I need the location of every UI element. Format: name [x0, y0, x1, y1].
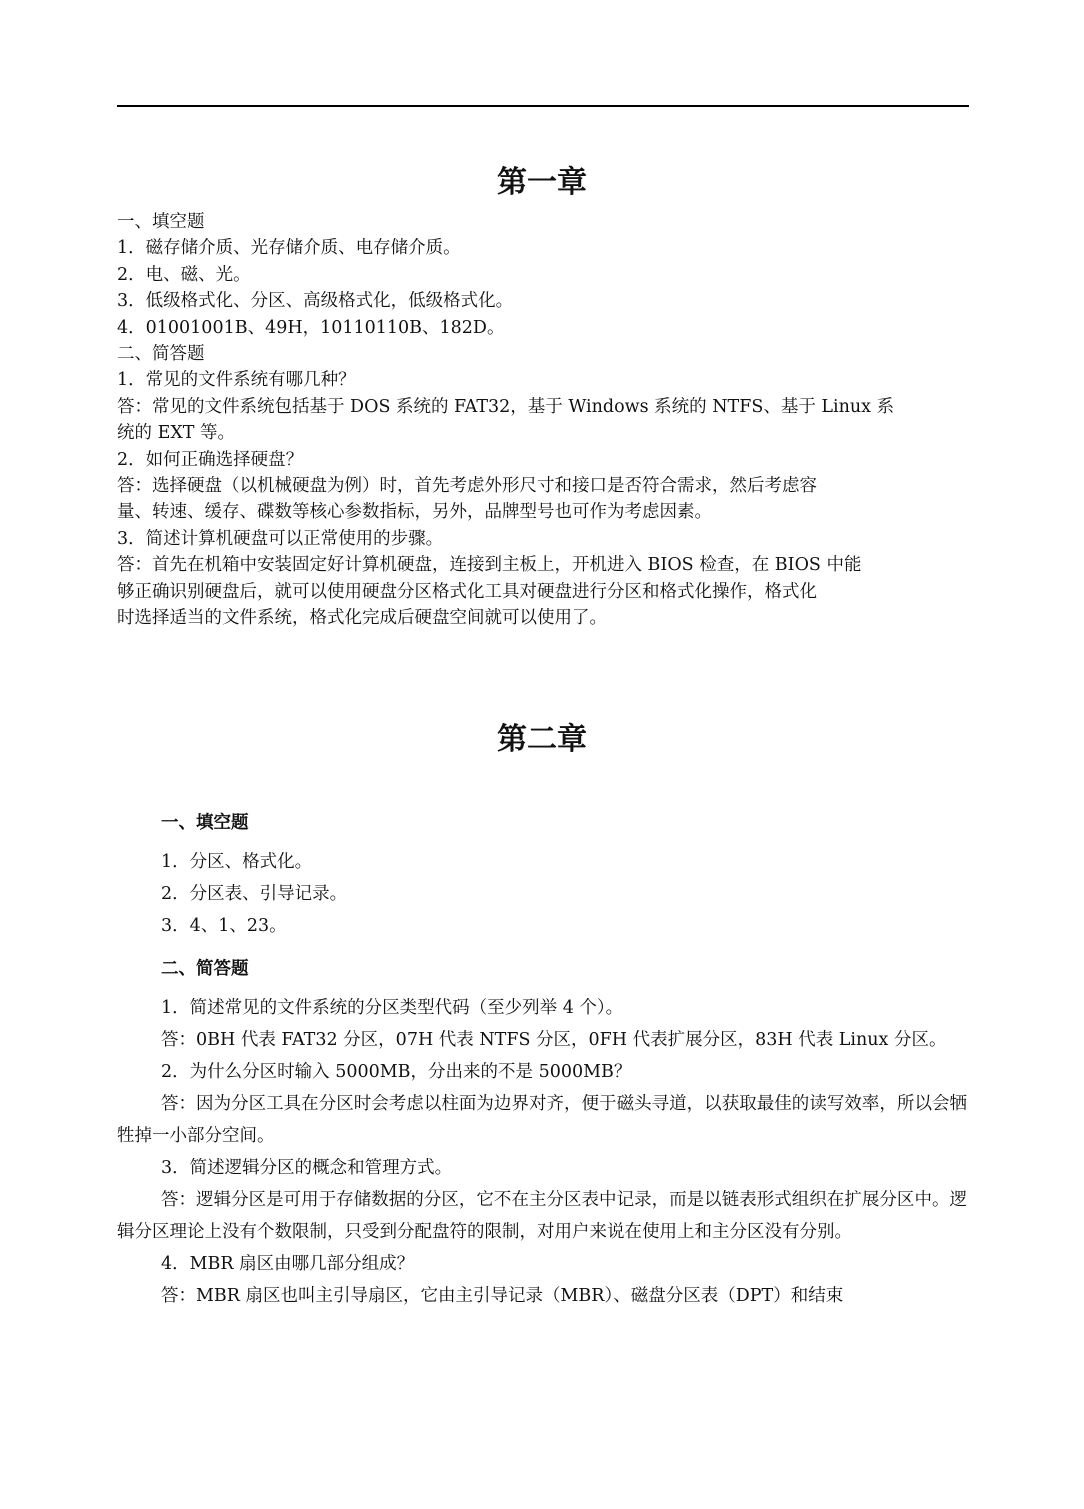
chapter-2-title: 第二章	[497, 722, 587, 757]
question-line: 3．简述计算机硬盘可以正常使用的步骤。	[117, 528, 444, 549]
answer-line: 统的 EXT 等。	[117, 423, 236, 444]
section-heading: 一、填空题	[117, 212, 205, 232]
answer-paragraph: 答：因为分区工具在分区时会考虑以柱面为边界对齐，便于磁头寻道，以获取最佳的读写效率，所以会牺牲掉一小部分空间。	[117, 1094, 967, 1146]
answer-line: 1．磁存储介质、光存储介质、电存储介质。	[117, 238, 461, 259]
answer-line: 2．电、磁、光。	[117, 264, 251, 285]
answer-paragraph: 答：0BH 代表 FAT32 分区，07H 代表 NTFS 分区，0FH 代表扩展分区，83H 代表 Linux 分区。	[161, 1030, 947, 1050]
chapter-1	[117, 163, 967, 632]
section-heading: 二、简答题	[117, 344, 205, 365]
chapter-2	[117, 720, 967, 1312]
answer-line: 3．低级格式化、分区、高级格式化，低级格式化。	[117, 291, 514, 312]
chapter-1-title: 第一章	[497, 165, 587, 200]
question-line: 4．MBR 扇区由哪几部分组成？	[161, 1254, 415, 1274]
answer-line: 2．分区表、引导记录。	[161, 884, 348, 904]
answer-line: 答：常见的文件系统包括基于 DOS 系统的 FAT32，基于 Windows 系统的 NTFS、基于 Linux 系	[117, 396, 895, 417]
question-line: 3．简述逻辑分区的概念和管理方式。	[161, 1158, 453, 1178]
answer-line: 量、转速、缓存、碟数等核心参数指标，另外，品牌型号也可作为考虑因素。	[117, 502, 712, 523]
question-line: 1．常见的文件系统有哪几种？	[117, 370, 356, 391]
answer-line: 4．01001001B、49H，10110110B、182D。	[117, 317, 505, 338]
question-line: 2．如何正确选择硬盘？	[117, 449, 304, 470]
answer-line: 答：首先在机箱中安装固定好计算机硬盘，连接到主板上，开机进入 BIOS 检查，在 BIOS 中能	[117, 555, 862, 576]
answer-paragraph: 答：逻辑分区是可用于存储数据的分区，它不在主分区表中记录，而是以链表形式组织在扩展分区中。逻辑分区理论上没有个数限制，只受到分配盘符的限制，对用户来说在使用上和主分区没有分别。	[117, 1190, 967, 1242]
header-rule	[117, 105, 969, 107]
section-heading: 二、简答题	[161, 959, 249, 979]
answer-paragraph: 答：MBR 扇区也叫主引导扇区，它由主引导记录（MBR）、磁盘分区表（DPT）和结束	[161, 1286, 844, 1306]
answer-line: 3．4、1、23。	[161, 916, 287, 936]
question-line: 2．为什么分区时输入 5000MB，分出来的不是 5000MB？	[161, 1062, 632, 1082]
question-line: 1．简述常见的文件系统的分区类型代码（至少列举 4 个）。	[161, 998, 624, 1018]
answer-line: 1．分区、格式化。	[161, 852, 313, 872]
answer-line: 够正确识别硬盘后，就可以使用硬盘分区格式化工具对硬盘进行分区和格式化操作，格式化	[117, 581, 817, 602]
answer-line: 时选择适当的文件系统，格式化完成后硬盘空间就可以使用了。	[117, 608, 607, 629]
section-heading: 一、填空题	[161, 813, 249, 833]
answer-line: 答：选择硬盘（以机械硬盘为例）时，首先考虑外形尺寸和接口是否符合需求，然后考虑容	[117, 476, 817, 497]
